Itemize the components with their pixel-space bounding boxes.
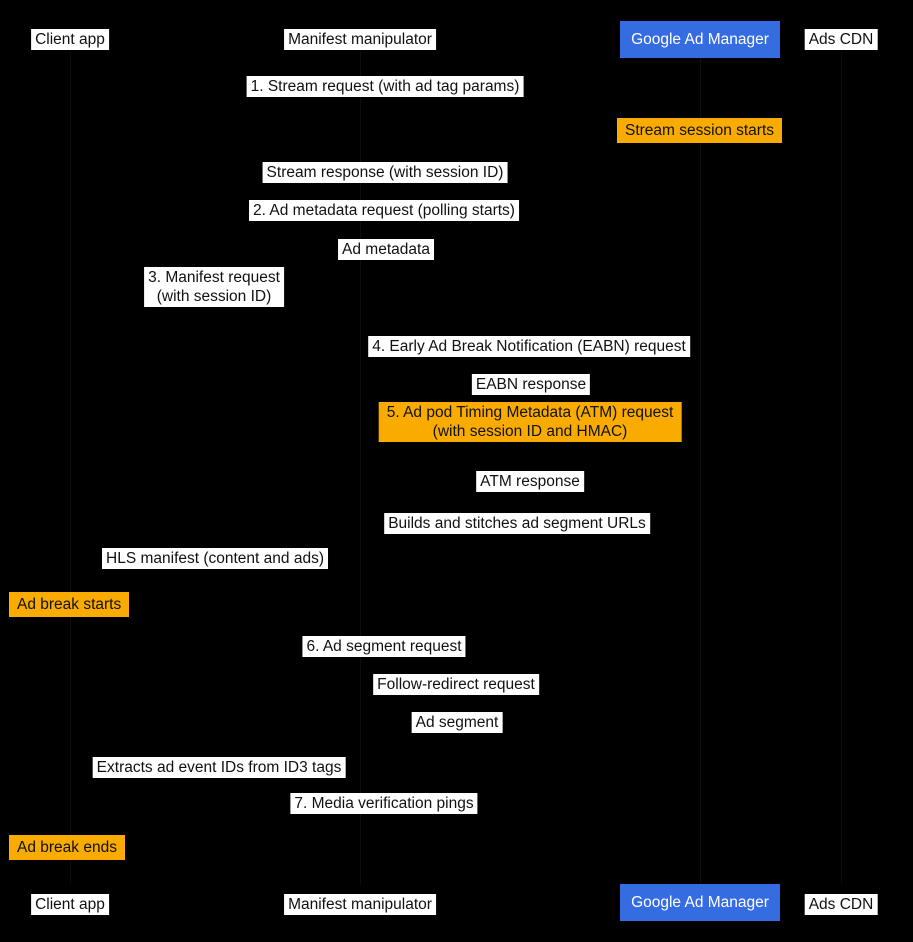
note-atm-request-line2: (with session ID and HMAC): [432, 423, 628, 440]
actor-google-ad-manager-top: Google Ad Manager: [620, 21, 780, 58]
message-stream-response: Stream response (with session ID): [263, 162, 508, 183]
note-stream-session-starts: Stream session starts: [617, 118, 782, 143]
message-ad-segment-request: 6. Ad segment request: [302, 636, 465, 657]
message-extracts-id3: Extracts ad event IDs from ID3 tags: [93, 757, 346, 778]
message-ad-metadata: Ad metadata: [338, 239, 434, 260]
actor-client-app-top: Client app: [31, 29, 109, 50]
message-builds-stitches: Builds and stitches ad segment URLs: [384, 513, 650, 534]
note-atm-request: [379, 402, 682, 442]
actor-manifest-manipulator-top: Manifest manipulator: [284, 29, 436, 50]
lifeline-ads-cdn: [841, 52, 842, 884]
actor-manifest-manipulator-bottom: Manifest manipulator: [284, 894, 436, 915]
message-manifest-request-line1: 3. Manifest request: [148, 269, 280, 286]
actor-client-app-bottom: Client app: [31, 894, 109, 915]
message-stream-request: 1. Stream request (with ad tag params): [247, 76, 524, 97]
message-eabn-request: 4. Early Ad Break Notification (EABN) request: [368, 336, 690, 357]
actor-ads-cdn-top: Ads CDN: [805, 29, 878, 50]
message-ad-segment: Ad segment: [412, 712, 503, 733]
message-media-verification: 7. Media verification pings: [290, 793, 477, 814]
message-follow-redirect: Follow-redirect request: [373, 674, 539, 695]
actor-ads-cdn-bottom: Ads CDN: [805, 894, 878, 915]
lifeline-google-ad-manager: [700, 52, 701, 884]
actor-google-ad-manager-bottom: Google Ad Manager: [620, 884, 780, 921]
note-ad-break-starts: Ad break starts: [9, 592, 129, 617]
note-ad-break-ends: Ad break ends: [9, 835, 125, 860]
message-atm-response: ATM response: [476, 471, 584, 492]
message-manifest-request-line2: (with session ID): [156, 288, 272, 305]
lifeline-client-app: [70, 52, 71, 884]
message-hls-manifest: HLS manifest (content and ads): [102, 548, 328, 569]
note-atm-request-line1: 5. Ad pod Timing Metadata (ATM) request: [386, 404, 674, 421]
message-manifest-request: [144, 267, 284, 307]
message-ad-metadata-request: 2. Ad metadata request (polling starts): [249, 200, 519, 221]
message-eabn-response: EABN response: [472, 374, 590, 395]
